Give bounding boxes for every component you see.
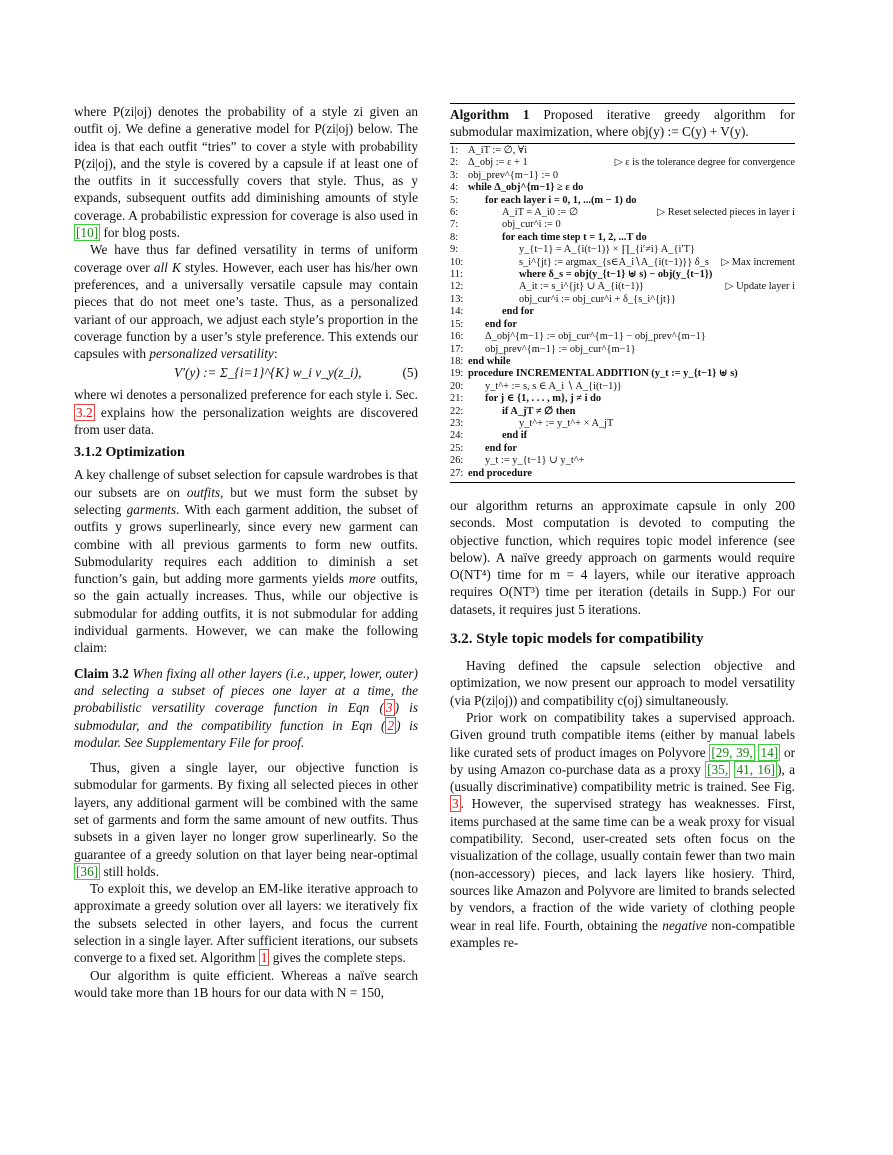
algorithm-code: for each time step t = 1, 2, ...T do [502,231,647,243]
algorithm-line [450,182,795,194]
algorithm-ref[interactable]: 1 [260,950,268,966]
section-ref[interactable]: 3.2 [76,404,93,420]
algorithm-code: for j ∈ {1, . . . , m}, j ≠ i do [485,393,602,405]
line-number: 4: [450,182,459,194]
algorithm-code: for each layer i = 0, 1, ...(m − 1) do [485,194,637,206]
algorithm-code: Δ_obj := ε + 1 ▷ ε is the tolerance degree for convergence [468,157,795,169]
section-heading: 3.2. Style topic models for compatibility [450,631,704,648]
paragraph-em-approach: To exploit this, we develop an EM-like iterative approach to approximate a greedy solution over all layers: we iteratively fix the subsets selected in other layers, and focus the current selection in a single layer. After sufficient iterations, our subsets converge to a fixed set. Algorithm 1 gives the complete steps. [74,881,418,966]
algorithm-line [450,319,795,331]
paragraph-coverage: where P(zi|oj) denotes the probability of a style zi given an outfit oj. We define a generative model for P(zi|oj) below. The idea is that each outfit “tries” to cover a style with probability P(zi|oj), and the style is covered by a capsule if at least one of the outfits in it successfully covers that style. Thus, as y expands, subsequent outfits add diminishing amounts of style coverage. A probabilistic expression for coverage is also used in [10] for blog posts. [74,104,418,241]
algorithm-comment: ▷ Max increment [721,256,795,268]
algorithm-line [450,344,795,356]
eqn-ref[interactable]: 3 [385,700,393,716]
paragraph-prior-work: Prior work on compatibility takes a supervised approach. Given ground truth compatible items (either by manual labels like curated sets of product images on Polyvore [29, 39, 14] or by using Amazon co-purchase data as a proxy [35, 41, 16] ), a (usually discriminative) compatibility metric is trained. See Fig. 3 . However, the supervised strategy has weaknesses. First, items purchased at the same time can be a weak proxy for visual compatibility. Second, user-created sets often focus on the visualization of the collage, usually contain fewer than two main (non-accessory) pieces, and lack layers like hosiery. Third, sources like Amazon and Polyvore are limited to brands selected by vendors, a fraction of the wide variety of clothing people wear in real life. Fourth, obtaining the negative non-compatible examples re- [450,709,796,950]
line-number: 5: [450,194,459,206]
algorithm-code: end if [502,430,528,442]
left-column [74,103,418,1001]
citation[interactable]: [10] [76,225,99,241]
algorithm-code: obj_prev^{m−1} := obj_cur^{m−1} [485,343,636,355]
line-number: 16: [450,331,464,343]
algorithm-line [450,393,795,405]
line-number: 1: [450,145,459,156]
line-number: 21: [450,393,464,405]
algorithm-code: end for [502,306,535,318]
line-number: 15: [450,318,464,330]
algorithm-body [450,144,795,483]
algorithm-line [450,368,795,380]
line-number: 2: [450,157,459,169]
algorithm-line [450,145,795,157]
algorithm-code: end for [485,318,518,330]
algorithm-line [450,455,795,467]
algorithm-line [450,430,795,442]
citation[interactable]: [36] [76,863,99,879]
algorithm-line [450,281,795,293]
algorithm-code: obj_cur^i := 0 [502,219,561,231]
paragraph-personalization: We have thus far defined versatility in terms of uniform coverage over all K styles. However, each user has his/her own preferences, and a universally versatile capsule may contain pieces that do not meet one’s taste. Thus, as a personalized variant of our approach, we adjust each style’s proportion in the coverage function by a user’s style preference. This extends our capsules with personalized versatility: [74,242,419,362]
algorithm-line [450,468,795,480]
paragraph-weights: where wi denotes a personalized preference for each style i. Sec. 3.2 explains how the personalization weights are discovered from user data. [74,387,418,438]
right-column [450,103,795,951]
equation-body: V′(y) := Σ_{i=1}^{K} w_i v_y(z_i), [174,365,362,381]
line-number: 12: [450,281,464,293]
algorithm-line [450,269,795,281]
algorithm-code: obj_cur^i := obj_cur^i + δ_{s_i^{jt}} [519,293,676,305]
algorithm-code: end for [485,442,518,454]
algorithm-comment: ▷ Update layer i [725,281,795,293]
paragraph-single-layer: Thus, given a single layer, our objective function is submodular for garments. By fixing all selected pieces in other layers, any additional garment will be combined with the same set of garments and form the same amount of new outfits. Thus subsets in a given layer no longer grow superlinearly. So the guarantee of a greedy solution on that layer being near-optimal [36] still holds. [74,760,418,879]
algorithm-code: where δ_s = obj(y_{t−1} ⊎ s) − obj(y_{t−1}) [519,269,713,281]
line-number: 13: [450,293,464,305]
algorithm-line [450,219,795,231]
algorithm-code: A_iT := ∅, ∀i [468,145,528,156]
algorithm-code: procedure INCREMENTAL ADDITION (y_t := y_{t−1} ⊎ s) [468,368,738,380]
line-number: 8: [450,231,459,243]
citation[interactable]: 41, 16] [736,761,776,777]
line-number: 9: [450,244,459,256]
line-number: 3: [450,169,459,181]
line-number: 14: [450,306,464,318]
algorithm-line [450,232,795,244]
algorithm-caption: Algorithm 1 Proposed iterative greedy algorithm for submodular maximization, where obj(y) := C(y) + V(y). [450,103,795,144]
paragraph-efficiency: Our algorithm is quite efficient. Whereas a naïve search would take more than 1B hours for our data with N = 150, [74,967,418,1000]
algorithm-comment: ▷ ε is the tolerance degree for convergence [614,157,795,169]
line-number: 17: [450,343,464,355]
algorithm-code: end procedure [468,467,532,479]
line-number: 11: [450,269,463,281]
algorithm-line [450,306,795,318]
algorithm-code: end while [468,355,511,367]
figure-ref[interactable]: 3 [452,796,459,812]
algorithm-line [450,418,795,430]
algorithm-code: s_i^{jt} := argmax_{s∈A_i∖A_{i(t−1)}} δ_s ▷ Max increment [519,256,795,268]
algorithm-line [450,170,795,182]
algorithm-code: y_t^+ := y_t^+ × A_jT [519,417,614,429]
algorithm-line [450,356,795,368]
paragraph-challenge: A key challenge of subset selection for capsule wardrobes is that our subsets are on outfits, but we must form the subset by selecting garments. With each garment addition, the subset of outfits y grows superlinearly, since every new garment can combine with all previous garments to form new outfits. Submodularity requires each addition to diminish a set function’s gain, but adding more garments yields more outfits, so the gain actually increases. Thus, while our objective is submodular for adding outfits, it is not submodular for adding individual garments. However, we can make the following claim: [74,467,418,656]
line-number: 10: [450,256,464,268]
algorithm-code: Δ_obj^{m−1} := obj_cur^{m−1} − obj_prev^{m−1} [485,331,706,343]
algorithm-line [450,443,795,455]
algorithm-code: obj_prev^{m−1} := 0 [468,169,559,181]
algorithm-code: y_t^+ := s, s ∈ A_i ∖ A_{i(t−1)} [485,380,622,392]
line-number: 22: [450,405,464,417]
line-number: 7: [450,219,459,231]
claim-3-2: Claim 3.2 When fixing all other layers (i.e., upper, lower, outer) and selecting a subset of pieces one layer at a time, the probabilistic versatility coverage function in Eqn ( 3 ) is submodular, and the compatibility function in Eqn ( 2 ) is modular. See Supplementary File for proof. [74,665,418,750]
algorithm-line [450,207,795,219]
equation-number: (5) [402,365,418,381]
algorithm-line [450,331,795,343]
algorithm-comment: ▷ Reset selected pieces in layer i [657,207,795,219]
line-number: 20: [450,380,464,392]
line-number: 25: [450,442,464,454]
algorithm-line [450,381,795,393]
line-number: 6: [450,207,459,219]
algorithm-code: y_{t−1} = A_{i(t−1)} × ∏_{i′≠i} A_{i′T} [519,244,695,256]
algorithm-code: A_it := s_i^{jt} ∪ A_{i(t−1)} ▷ Update layer i [519,281,795,293]
algorithm-1 [450,103,795,483]
equation-5 [74,364,418,382]
algorithm-line [450,157,795,169]
citation[interactable]: [29, 39, [711,744,753,760]
algorithm-code: while Δ_obj^{m−1} ≥ ε do [468,182,584,194]
paragraph-runtime: our algorithm returns an approximate capsule in only 200 seconds. Most computation is devoted to computing the objective function, which requires topic model inference (see below). A naïve greedy approach on garments would require O(NT⁴) time for m = 4 layers, while our iterative approach requires O(NT³) time per iteration (details in Supp.) For our datasets, it requires just 5 iterations. [450,497,795,617]
citation[interactable]: [35, [707,761,729,777]
algorithm-line [450,244,795,256]
algorithm-line [450,294,795,306]
line-number: 18: [450,355,464,367]
subsection-heading: 3.1.2 Optimization [74,445,185,461]
algorithm-line [450,406,795,418]
paragraph-intro-32: Having defined the capsule selection objective and optimization, we now present our approach to model versatility (via P(zi|oj)) and compatibility c(oj) simultaneously. [450,658,795,708]
algorithm-line [450,195,795,207]
algorithm-line [450,257,795,269]
line-number: 19: [450,368,464,380]
algorithm-code: A_iT = A_i0 := ∅ ▷ Reset selected pieces in layer i [502,207,795,219]
line-number: 26: [450,455,464,467]
algorithm-code: y_t := y_{t−1} ∪ y_t^+ [485,455,585,467]
line-number: 24: [450,430,464,442]
line-number: 23: [450,417,464,429]
citation[interactable]: 14] [760,744,779,760]
algorithm-code: if A_jT ≠ ∅ then [502,405,576,417]
line-number: 27: [450,467,464,479]
eqn-ref[interactable]: 2 [387,717,395,733]
